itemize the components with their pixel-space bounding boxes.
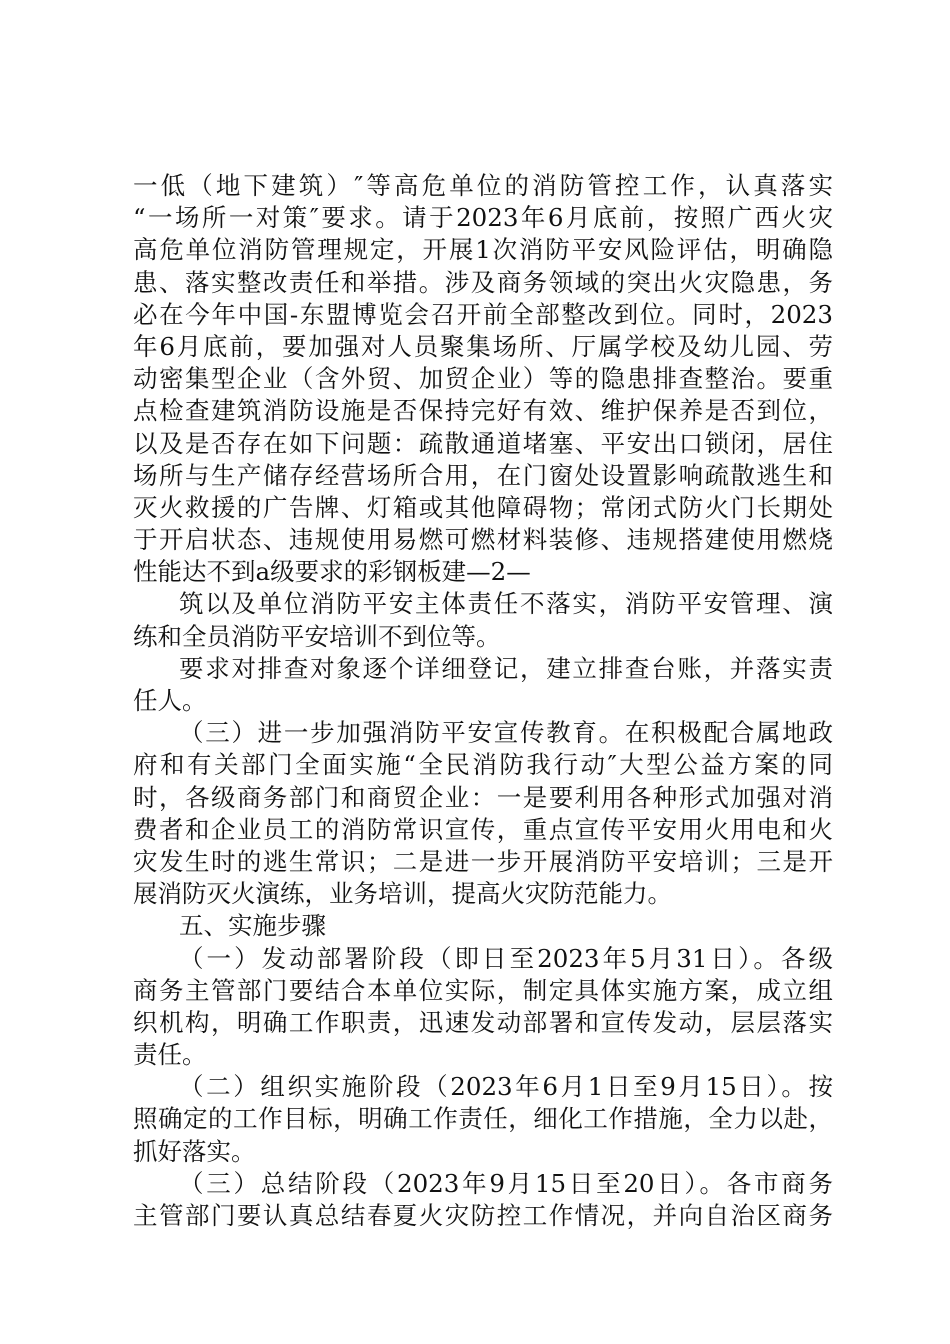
text-line: （二）组织实施阶段（2023年6月1日至9月15日）。按 <box>179 1072 833 1102</box>
text-line: 练和全员消防平安培训不到位等。 <box>133 621 501 651</box>
text-line: 点检查建筑消防设施是否保持完好有效、维护保养是否到位， <box>133 396 833 426</box>
text-line: 费者和企业员工的消防常识宣传，重点宣传平安用火用电和火 <box>133 814 833 844</box>
text-line: 筑以及单位消防平安主体责任不落实，消防平安管理、演 <box>179 589 833 619</box>
text-line: 年6月底前，要加强对人员聚集场所、厅属学校及幼儿园、劳 <box>133 331 833 361</box>
text-line: 府和有关部门全面实施“全民消防我行动″大型公益方案的同 <box>133 750 833 780</box>
section-heading: 五、实施步骤 <box>179 911 326 941</box>
text-line: 展消防灭火演练，业务培训，提高火灾防范能力。 <box>133 879 672 909</box>
text-line: 必在今年中国-东盟博览会召开前全部整改到位。同时，2023 <box>133 299 833 329</box>
text-line: 织机构，明确工作职责，迅速发动部署和宣传发动，层层落实 <box>133 1007 833 1037</box>
text-line: 以及是否存在如下问题：疏散通道堵塞、平安出口锁闭，居住 <box>133 428 833 458</box>
text-line: 责任。 <box>133 1040 207 1070</box>
body-text <box>133 170 833 1232</box>
text-line: 任人。 <box>133 686 207 715</box>
text-line: “一场所一对策″要求。请于2023年6月底前，按照广西火灾 <box>133 203 833 233</box>
text-line: 一低（地下建筑）″等高危单位的消防管控工作，认真落实 <box>133 171 833 200</box>
text-line: 要求对排查对象逐个详细登记，建立排查台账，并落实责 <box>179 653 833 683</box>
text-line: （三）总结阶段（2023年9月15日至20日）。各市商务 <box>179 1168 833 1198</box>
text-line: 场所与生产储存经营场所合用，在门窗处设置影响疏散逃生和 <box>133 460 833 490</box>
text-line: （三）进一步加强消防平安宣传教育。在积极配合属地政 <box>179 718 833 748</box>
text-line: 抓好落实。 <box>133 1136 256 1166</box>
text-line: 高危单位消防管理规定，开展1次消防平安风险评估，明确隐 <box>133 235 833 265</box>
text-line: 商务主管部门要结合本单位实际，制定具体实施方案，成立组 <box>133 975 833 1005</box>
text-line: 照确定的工作目标，明确工作责任，细化工作措施，全力以赴， <box>133 1104 833 1134</box>
text-line: 时，各级商务部门和商贸企业：一是要利用各种形式加强对消 <box>133 782 833 812</box>
text-line: 灾发生时的逃生常识；二是进一步开展消防平安培训；三是开 <box>133 846 833 876</box>
text-line: 灭火救援的广告牌、灯箱或其他障碍物；常闭式防火门长期处 <box>133 492 833 522</box>
text-line: （一）发动部署阶段（即日至2023年5月31日）。各级 <box>179 943 833 973</box>
text-line: 患、落实整改责任和举措。涉及商务领域的突出火灾隐患，务 <box>133 267 833 297</box>
text-line: 性能达不到a级要求的彩钢板建—2— <box>133 557 531 587</box>
text-line: 于开启状态、违规使用易燃可燃材料装修、违规搭建使用燃烧 <box>133 525 833 555</box>
text-line: 主管部门要认真总结春夏火灾防控工作情况，并向自治区商务 <box>133 1201 833 1230</box>
text-line: 动密集型企业（含外贸、加贸企业）等的隐患排查整治。要重 <box>133 364 833 394</box>
